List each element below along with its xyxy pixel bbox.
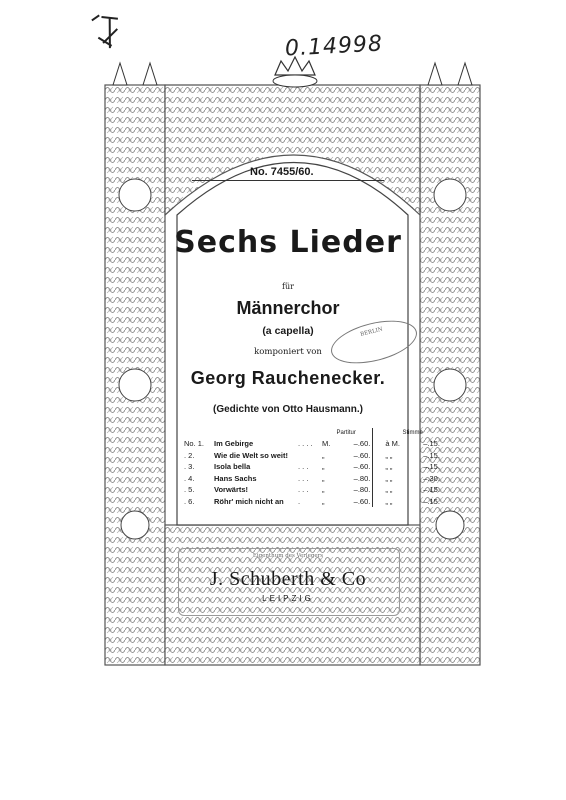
leader-dots: . bbox=[298, 496, 301, 506]
parts-prefix: „ „ bbox=[385, 485, 393, 495]
column-separator bbox=[373, 461, 384, 473]
score-price: –.60. bbox=[353, 496, 371, 506]
parts-prefix: „ „ bbox=[385, 462, 393, 472]
song-number: No. 1. bbox=[184, 439, 205, 449]
parts-price: –.30. bbox=[423, 473, 440, 483]
score-price: –.60. bbox=[353, 462, 371, 472]
catalog-number: No. 7455/60. bbox=[250, 166, 314, 178]
for-label: für bbox=[282, 282, 294, 291]
divider-rule bbox=[192, 180, 384, 181]
score-price: –.80. bbox=[353, 473, 371, 483]
table-row bbox=[182, 461, 442, 473]
performance-note: (a capella) bbox=[262, 325, 314, 337]
score-price: –.80. bbox=[353, 485, 371, 495]
score-column-header: Partitur bbox=[336, 430, 356, 436]
parts-price: –.15. bbox=[423, 485, 440, 495]
parts-prefix: „ „ bbox=[385, 473, 393, 483]
page-title: Sechs Lieder bbox=[174, 225, 402, 260]
column-separator bbox=[373, 496, 384, 508]
song-number: . 3. bbox=[184, 462, 195, 472]
song-title: Im Gebirge bbox=[214, 439, 254, 449]
column-separator bbox=[373, 473, 384, 485]
column-separator bbox=[373, 484, 384, 496]
parts-prefix: „ „ bbox=[385, 496, 393, 506]
handwritten-corner-mark bbox=[87, 9, 133, 59]
table-row bbox=[182, 496, 442, 508]
score-price: –.60. bbox=[353, 450, 371, 460]
score-currency: „ bbox=[322, 485, 325, 495]
parts-price: –.15. bbox=[423, 496, 440, 506]
leader-dots: . . . bbox=[298, 473, 309, 483]
voicing: Männerchor bbox=[236, 298, 340, 318]
column-separator bbox=[373, 450, 384, 462]
handwritten-shelf-number: 0.14998 bbox=[284, 31, 384, 62]
parts-price: –.15. bbox=[423, 450, 440, 460]
song-title: Wie die Welt so weit! bbox=[214, 450, 288, 460]
table-header-row bbox=[182, 428, 442, 438]
publisher-small-line: Eigenthum des Verlegers bbox=[252, 553, 324, 559]
song-title: Isola bella bbox=[214, 462, 251, 472]
song-number: . 4. bbox=[184, 473, 195, 483]
score-currency: „ bbox=[322, 450, 325, 460]
parts-price: –.15. bbox=[423, 439, 440, 449]
score-currency: „ bbox=[322, 496, 325, 506]
song-title: Röhr' mich nicht an bbox=[214, 496, 284, 506]
song-title: Hans Sachs bbox=[214, 473, 257, 483]
song-number: . 2. bbox=[184, 450, 195, 460]
parts-price: –.15. bbox=[423, 462, 440, 472]
table-row bbox=[182, 450, 442, 462]
composed-by-label: komponiert von bbox=[254, 347, 322, 357]
table-row bbox=[182, 473, 442, 485]
parts-prefix: à M. bbox=[385, 439, 400, 449]
song-list-table bbox=[182, 428, 442, 507]
table-row bbox=[182, 484, 442, 496]
stamp-line-2: BERLIN bbox=[359, 326, 384, 338]
leader-dots bbox=[296, 450, 320, 462]
leader-dots: . . . bbox=[298, 485, 309, 495]
publisher-city: LEIPZIG bbox=[262, 594, 314, 603]
poems-credit: (Gedichte von Otto Hausmann.) bbox=[212, 404, 363, 415]
leader-dots: . . . bbox=[298, 462, 309, 472]
song-number: . 5. bbox=[184, 485, 195, 495]
score-price: –.60. bbox=[353, 439, 371, 449]
score-currency: „ bbox=[322, 462, 325, 472]
composer-name: Georg Rauchenecker. bbox=[190, 368, 386, 388]
publisher-name: J. Schuberth & Co bbox=[209, 568, 367, 590]
parts-column-header: Stimme bbox=[402, 430, 423, 436]
song-title: Vorwärts! bbox=[214, 485, 249, 495]
table-row bbox=[182, 438, 442, 450]
song-number: . 6. bbox=[184, 496, 195, 506]
score-currency: M. bbox=[322, 439, 331, 449]
column-separator bbox=[373, 438, 384, 450]
parts-prefix: „ „ bbox=[385, 450, 393, 460]
score-currency: „ bbox=[322, 473, 325, 483]
leader-dots: . . . . bbox=[298, 439, 313, 449]
